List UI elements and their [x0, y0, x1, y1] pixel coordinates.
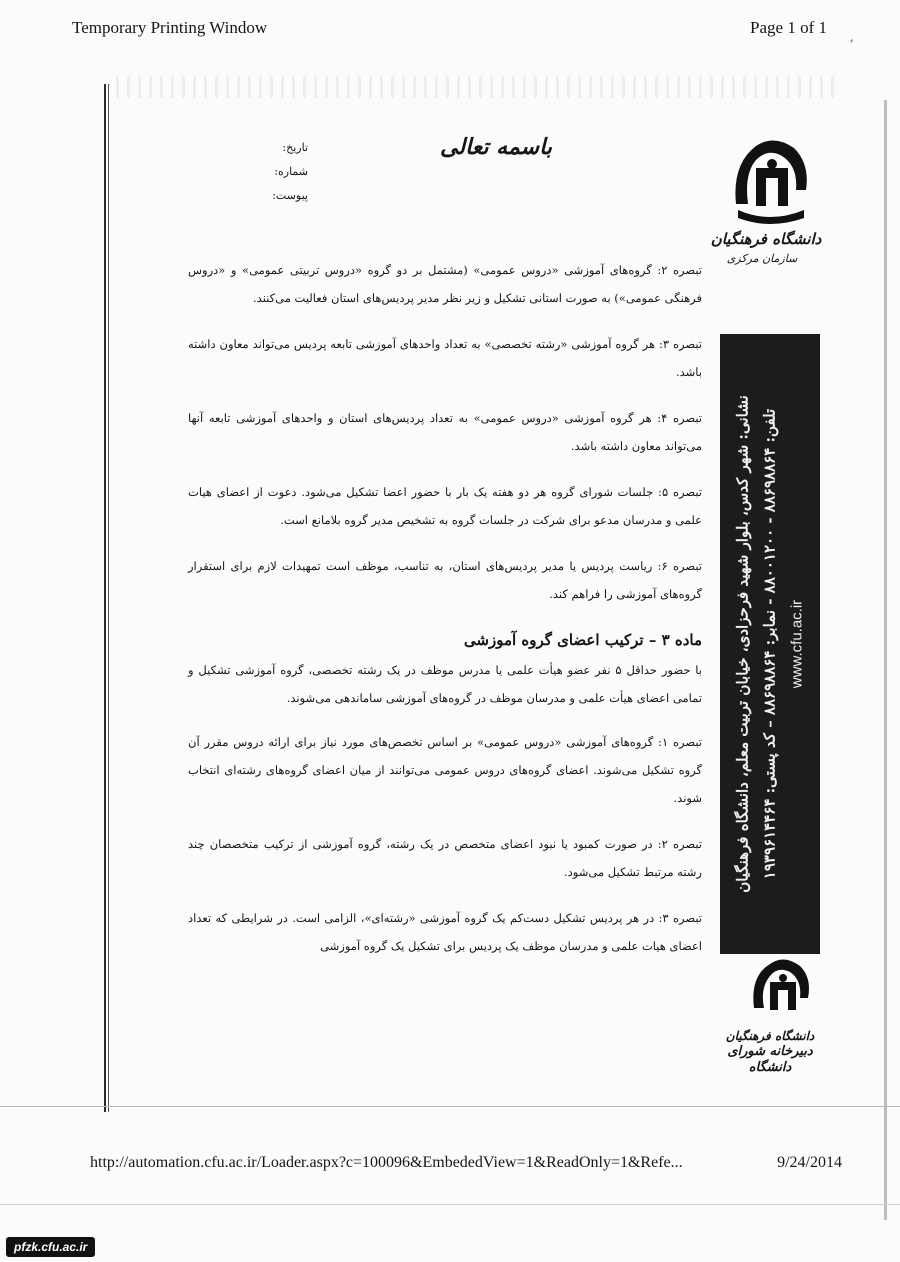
basmala: باسمه تعالی [440, 134, 552, 160]
number-label: شماره: [274, 165, 308, 178]
note-paragraph: تبصره ۳: در هر پردیس تشکیل دست‌کم یک گروه آموزشی «رشته‌ای»، الزامی است. در شرایطی که تعداد اعضای هیات علمی و مدرسان موظف یک پردیس برای تشکیل یک گروه آموزشی [188, 911, 702, 953]
article-body: با حضور حداقل ۵ نفر عضو هیأت علمی یا مدرس موظف در یک رشته تخصصی، گروه آموزشی تشکیل و تمامی اعضای هیأت علمی و مدرسان موظف در گروه‌های آموزشی ساماندهی می‌شوند. [188, 663, 702, 705]
print-header [0, 18, 900, 42]
scan-noise [116, 76, 836, 98]
site-watermark: pfzk.cfu.ac.ir [6, 1237, 95, 1257]
scanned-letter [96, 72, 896, 1120]
scan-edge [884, 100, 887, 1220]
letter-body [188, 256, 702, 978]
note-paragraph: تبصره ۲: گروه‌های آموزشی «دروس عمومی» (مشتمل بر دو گروه «دروس تربیتی عمومی» و «دروس فرهنگی عمومی») به صورت استانی تشکیل و زیر نظر مدیر پردیس‌های استان فعالیت می‌کنند. [188, 263, 702, 305]
university-name: دانشگاه فرهنگیان [710, 230, 822, 248]
website-line: www.cfu.ac.ir [788, 599, 806, 689]
address-line: نشانی: شهر کدس، بلوار شهید فرحزادی، خیابان تربیت معلم، دانشگاه فرهنگیان [733, 395, 752, 893]
phone-line: تلفن: ۸۸۶۹۸۸۶۴ - ۸۸۰۰۱۲۰۰ - نمابر: ۸۸۶۹۸۸۶۴ – کد پستی: ۱۹۳۹۶۱۴۴۶۴ [760, 408, 779, 880]
date-label: تاریخ: [282, 141, 308, 154]
note-paragraph: تبصره ۱: گروه‌های آموزشی «دروس عمومی» بر اساس تخصص‌های مورد نیاز برای ارائه دروس مقرر آن گروه تشکیل می‌شوند. اعضای گروه‌های دروس عمومی می‌توانند از میان اعضای گروه‌های رشته‌ای انتخاب شوند. [188, 735, 702, 805]
divider [0, 1204, 900, 1205]
contact-band [720, 334, 820, 954]
attachment-label: پیوست: [272, 189, 308, 202]
note-paragraph: تبصره ۵: جلسات شورای گروه هر دو هفته یک بار با حضور اعضا تشکیل می‌شود. دعوت از اعضای هیات علمی و مدرسان مدعو برای شرکت در جلسات گروه به تشخیص مدیر گروه بلامانع است. [188, 485, 703, 527]
source-url: http://automation.cfu.ac.ir/Loader.aspx?c=100096&EmbededView=1&ReadOnly=1&Refe... [90, 1154, 683, 1171]
note-paragraph: تبصره ۲: در صورت کمبود یا نبود اعضای متخصص در یک رشته، گروه آموزشی از ترکیب متخصصان چند رشته مرتبط تشکیل می‌شود. [188, 837, 702, 879]
secretariat-line-2: دبیرخانه شورای دانشگاه [727, 1044, 813, 1075]
corner-mark: , [850, 30, 854, 44]
note-paragraph: تبصره ۶: ریاست پردیس یا مدیر پردیس‌های استان، به تناسب، موظف است تمهیدات لازم برای استقرار گروه‌های آموزشی را فراهم کند. [188, 559, 702, 601]
print-date: 9/24/2014 [777, 1154, 842, 1171]
print-window-title: Temporary Printing Window [72, 18, 268, 37]
council-logo-icon [746, 954, 814, 1026]
secretariat-label [708, 1028, 832, 1076]
page-indicator: Page 1 of 1 [750, 18, 827, 37]
organization-name: سازمان مرکزی [726, 252, 798, 265]
binding-spine [104, 84, 110, 1112]
divider [0, 1106, 900, 1107]
university-logo-icon [726, 134, 812, 226]
letter-meta [256, 136, 308, 208]
secretariat-line-1: دانشگاه فرهنگیان [725, 1029, 815, 1043]
note-paragraph: تبصره ۴: هر گروه آموزشی «دروس عمومی» به تعداد پردیس‌های استان و واحدهای آموزشی تابعه آنها می‌تواند معاون داشته باشد. [188, 411, 703, 453]
article-heading: ماده ۳ – ترکیب اعضای گروه آموزشی [463, 631, 702, 649]
note-paragraph: تبصره ۳: هر گروه آموزشی «رشته تخصصی» به تعداد واحدهای آموزشی تابعه پردیس می‌تواند معاون داشته باشد. [188, 337, 703, 379]
